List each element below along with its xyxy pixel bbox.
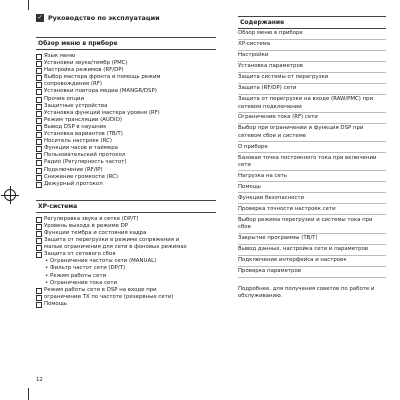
toc-item: Ограничение тока (RF) сети <box>238 113 386 124</box>
checklist-item-label: Защита от перегрузки в режиме сопряжения и <box>44 237 180 244</box>
crop-mark-bottom-left <box>28 388 29 400</box>
right-column <box>238 16 386 300</box>
checklist-item <box>36 117 216 124</box>
checklist-item-label: Носитель настроек (RC) <box>44 138 112 145</box>
checklist-item <box>36 167 216 174</box>
checkbox-icon <box>36 302 42 308</box>
checklist-item-label: Радио (Регулярность частот) <box>44 159 127 166</box>
checklist-item <box>36 103 216 110</box>
checklist-item-label: Режим работы сети <box>50 272 107 279</box>
checklist-item-label: Функции часов и таймера <box>44 145 118 152</box>
checklist-item-label: Пользовательский протокол <box>44 152 126 159</box>
checklist-item-label: Установки повтора медиа (MANGR/DSP) <box>44 88 157 95</box>
checkbox-icon <box>36 245 42 251</box>
checklist-item-label: Вывод DSP в наушник <box>44 123 107 130</box>
checkbox-icon <box>36 104 42 110</box>
checklist-item-label: малые ограничения для сети в фоновых режимах <box>44 244 187 251</box>
checklist-item <box>36 124 216 131</box>
checklist-item-label: Дежурный протокол <box>44 180 103 187</box>
second-section-title: XP-система <box>36 200 216 213</box>
checklist-item-label: Защитные устройства <box>44 102 108 109</box>
checkbox-icon <box>36 146 42 152</box>
checkbox-icon <box>36 61 42 67</box>
checkbox-icon <box>36 182 42 188</box>
crop-mark-top-left <box>28 0 29 10</box>
checklist-item-label: Фильтр частот сети (DP/T) <box>50 265 126 272</box>
checklist-item-label: Защита от сетевого сбоя <box>44 251 116 258</box>
checkbox-icon <box>36 118 42 124</box>
footnote: Подробнее, для получения советов по работе и обслуживанию. <box>238 285 375 299</box>
checklist-item-label: Прочие опции <box>44 95 84 102</box>
checklist-item-label: Ограничение частоты сети (MANUAL) <box>50 258 157 265</box>
checklist-item-label: Функции тембра и состояния кадра <box>44 229 147 236</box>
checklist-item <box>36 60 216 67</box>
checklist-item-label: Режим работы сети в DSP на входе при <box>44 286 157 293</box>
toc-item: Настройки <box>238 51 386 62</box>
toc-item: Выбор при ограничении и функция DSP при сетевом сбое и системе <box>238 124 386 142</box>
checklist-item <box>36 138 216 145</box>
page-header-title: Руководство по эксплуатации <box>48 14 160 22</box>
checkbox-icon <box>36 217 42 223</box>
checkbox-icon <box>36 295 42 301</box>
toc-item: Вывод данных, настройка сети и параметров <box>238 245 386 256</box>
checklist-item <box>36 294 216 301</box>
checkbox-icon <box>36 224 42 230</box>
checklist-item-label: Установка вариантов (ТВ/Т) <box>44 131 123 138</box>
checklist-item <box>36 67 216 74</box>
checklist-item <box>36 110 216 117</box>
checklist-item-label: ограничении TX по частоте (резервные сети) <box>44 293 174 300</box>
checkbox-icon <box>36 175 42 181</box>
checklist-item-label: Помощь <box>44 300 67 307</box>
registration-mark-icon <box>1 186 19 204</box>
checkbox-icon <box>36 238 42 244</box>
checklist-item-label: Подключение (RF/IP) <box>44 166 103 173</box>
checklist-item <box>36 181 216 188</box>
checklist-item <box>36 216 216 223</box>
checklist-item-label: сопровождения (RF) <box>44 81 102 88</box>
checkbox-icon <box>36 168 42 174</box>
checklist-item <box>36 74 216 81</box>
checklist-title: Обзор меню в приборе <box>36 37 216 50</box>
toc-item: Проверка параметров <box>238 267 386 278</box>
toc-title: Содержание <box>238 16 386 29</box>
toc-item: Защита от перегрузки на входе (RAW/PMC) при сетевом подключении <box>238 95 386 113</box>
checkbox-icon <box>36 97 42 103</box>
checkbox-icon <box>36 68 42 74</box>
toc-item: Функции безопасности <box>238 193 386 204</box>
checkbox-icon <box>36 54 42 60</box>
toc-list <box>238 29 386 278</box>
toc-item: Обзор меню в приборе <box>238 29 386 40</box>
toc-item: Защита системы от перегрузки <box>238 73 386 84</box>
checklist-item <box>36 96 216 103</box>
checklist-item-label: Уровень выхода в режиме DP <box>44 222 129 229</box>
toc-item: Помощь <box>238 182 386 193</box>
checkbox-icon <box>36 82 42 88</box>
checkbox-icon <box>36 252 42 258</box>
checklist-item-label: Настройка режимов (RF/DP) <box>44 67 124 74</box>
checklist-item <box>36 152 216 159</box>
checkbox-icon <box>36 125 42 131</box>
page-header <box>36 12 216 24</box>
checkbox-icon <box>36 231 42 237</box>
checklist-item <box>36 131 216 138</box>
toc-item: Закрытие программы (ТВ/Т) <box>238 234 386 245</box>
checklist-item <box>36 301 216 308</box>
checklist-item <box>36 251 216 258</box>
checklist-item <box>36 273 216 280</box>
checklist-item <box>36 258 216 265</box>
checklist-item-label: Установки звука/тембр (PMC) <box>44 60 128 67</box>
checklist-item-label: Регулировка звука в сетке (DP/T) <box>44 215 139 222</box>
checklist-item <box>36 159 216 166</box>
checklist-item-label: Выбор мастера фронта и помощь режим <box>44 74 161 81</box>
checklist-item <box>36 223 216 230</box>
checklist-item <box>36 174 216 181</box>
checklist-item-label: Снижение громкости (RC) <box>44 173 118 180</box>
checkbox-icon <box>36 160 42 166</box>
toc-item: XP-система <box>238 40 386 51</box>
toc-item: Защита (RF/DP) сети <box>238 84 386 95</box>
toc-item: Установка параметров <box>238 62 386 73</box>
toc-item: Базовая точка постоянного тока при включении сети <box>238 153 386 171</box>
checkbox-icon <box>36 288 42 294</box>
checkbox-icon <box>36 75 42 81</box>
checklist-item <box>36 53 216 60</box>
checklist-item <box>36 280 216 287</box>
checkbox-icon <box>36 132 42 138</box>
checklist-item <box>36 265 216 272</box>
checklist-item <box>36 88 216 95</box>
checkbox-icon: ✓ <box>37 14 43 21</box>
checkbox-icon <box>36 139 42 145</box>
checklist-item <box>36 145 216 152</box>
checklist-item-label: Ограничение тока сети <box>50 279 118 286</box>
toc-item: О приборе <box>238 142 386 153</box>
checklist-item-label: Установка функций мастера уровня (RF) <box>44 109 160 116</box>
left-column <box>36 12 216 308</box>
checklist-item <box>36 244 216 251</box>
checklist-item-label: Язык меню <box>44 53 76 59</box>
toc-item: Подключение интерфейса и настроек <box>238 256 386 267</box>
checklist <box>36 53 216 188</box>
second-checklist <box>36 216 216 308</box>
checklist-item-label: Режим трансляции (AUDIO) <box>44 116 122 123</box>
page-number: 12 <box>36 377 43 383</box>
checkbox-icon <box>36 153 42 159</box>
checkbox-icon <box>36 89 42 95</box>
toc-item: Нагрузка на сеть <box>238 171 386 182</box>
checklist-item <box>36 81 216 88</box>
toc-item: Выбор режима перегрузки и системы тока при сбое <box>238 215 386 233</box>
checkbox-icon <box>36 111 42 117</box>
toc-item: Проверка точности настроек сети <box>238 204 386 215</box>
checklist-item <box>36 230 216 237</box>
checklist-item <box>36 287 216 294</box>
checklist-item <box>36 237 216 244</box>
